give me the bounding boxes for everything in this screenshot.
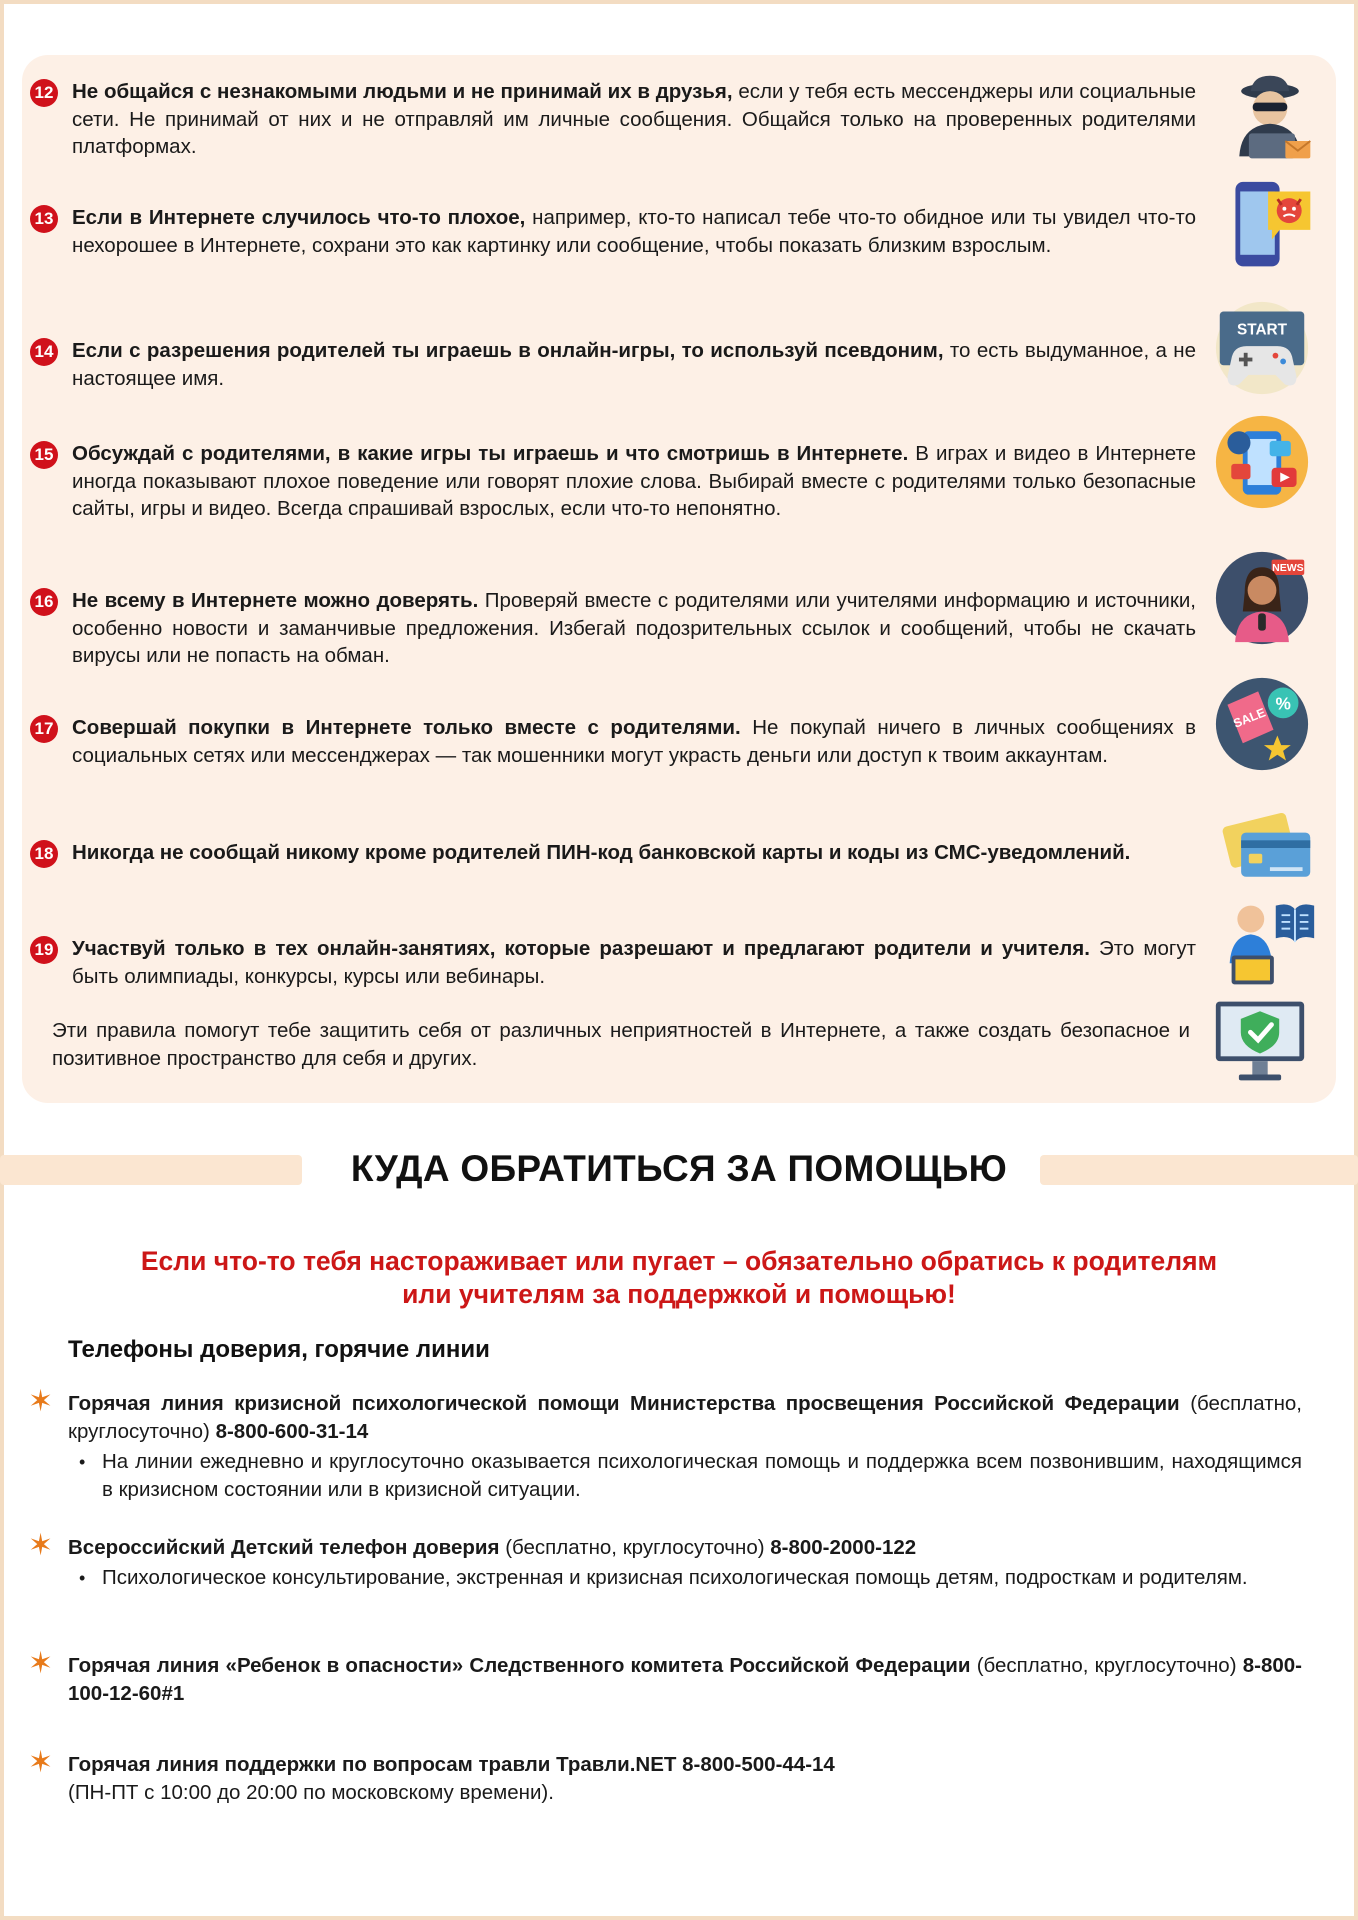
rule-bold-text: Участвуй только в тех онлайн-занятиях, которые разрешают и предлагают родители и учителя. — [72, 937, 1090, 960]
news-anchor-icon — [1214, 550, 1310, 646]
news-label: NEWS — [1272, 562, 1304, 575]
rule-text: то есть выдуманное, а не настоящее имя. — [72, 339, 1196, 390]
hotline-hours: (ПН-ПТ с 10:00 до 20:00 по московскому времени). — [68, 1781, 554, 1804]
start-label: START — [1236, 321, 1288, 339]
rule-item-19 — [34, 935, 1197, 990]
help-alert-text — [60, 1245, 1298, 1311]
hotline-note: • Психологическое консультирование, экстренная и кризисная психологическая помощь детям, подросткам и родителям. — [68, 1564, 1302, 1592]
rule-item-16 — [34, 587, 1196, 670]
hotline-phone: 8-800-100-12-60#1 — [68, 1654, 1302, 1705]
hotline-item-3 — [28, 1647, 1302, 1708]
hotline-phone: 8-800-2000-122 — [770, 1536, 917, 1559]
online-learning-icon — [1222, 896, 1318, 992]
rule-bold-text: Обсуждай с родителями, в какие игры ты играешь и что смотришь в Интернете. — [72, 442, 909, 465]
hotlines-subheading: Телефоны доверия, горячие линии — [68, 1336, 490, 1363]
star-bullet-icon: ✶ — [28, 1385, 54, 1418]
rule-item-17 — [34, 714, 1196, 769]
rule-number-badge: 17 — [30, 715, 58, 743]
hotline-hours: (бесплатно, круглосуточно) — [68, 1392, 1302, 1443]
hotline-hours: (бесплатно, круглосуточно) — [976, 1654, 1237, 1677]
rule-text: Проверяй вместе с родителями или учителями информацию и источники, особенно новости и заманчивые предложения. Избегай подозрительных ссылок и сообщений, чтобы не скачать вирусы или не попасть на обман. — [72, 589, 1196, 667]
hacker-icon — [1222, 70, 1318, 166]
rule-number-badge: 14 — [30, 338, 58, 366]
hotline-item-1 — [28, 1385, 1302, 1504]
rule-item-14 — [34, 337, 1196, 392]
sale-label: SALE — [1231, 705, 1268, 731]
game-start-icon — [1214, 300, 1310, 396]
hotline-phone: 8-800-600-31-14 — [215, 1420, 369, 1443]
alert-line-1: Если что-то тебя настораживает или пугает – обязательно обратись к родителям — [140, 1246, 1218, 1276]
rule-number-badge: 13 — [30, 205, 58, 233]
shield-monitor-icon — [1212, 992, 1308, 1088]
rule-text: например, кто-то написал тебе что-то обидное или ты увидел что-то нехорошее в Интернете, сохрани это как картинку или сообщение, чтобы показать близким взрослым. — [72, 206, 1196, 257]
bank-cards-icon — [1220, 800, 1316, 896]
rule-bold-text: Если с разрешения родителей ты играешь в онлайн-игры, то используй псевдоним, — [72, 339, 944, 362]
rule-bold-text: Совершай покупки в Интернете только вместе с родителями. — [72, 716, 741, 739]
hotline-name: Горячая линия поддержки по вопросам травли Травли.NET 8-800-500-44-14 — [68, 1753, 835, 1776]
hotline-name: Всероссийский Детский телефон доверия — [68, 1536, 500, 1559]
rule-number-badge: 15 — [30, 441, 58, 469]
percent-label: % — [1275, 693, 1291, 714]
rule-number-badge: 18 — [30, 840, 58, 868]
rule-item-15 — [34, 440, 1196, 523]
rule-bold-text: Не общайся с незнакомыми людьми и не принимай их в друзья, — [72, 80, 733, 103]
hotline-name: Горячая линия «Ребенок в опасности» Следственного комитета Российской Федерации — [68, 1654, 971, 1677]
rule-item-12 — [34, 78, 1196, 161]
rule-text: Не покупай ничего в личных сообщениях в социальных сетях или мессенджерах — так мошенники могут украсть деньги или доступ к твоим аккаунтам. — [72, 716, 1196, 767]
closing-text: Эти правила помогут тебе защитить себя от различных неприятностей в Интернете, а также создать безопасное и позитивное пространство для себя и других. — [52, 1019, 1190, 1070]
rule-item-13 — [34, 204, 1196, 259]
rule-number-badge: 19 — [30, 936, 58, 964]
alert-line-2: или учителям за поддержкой и помощью! — [402, 1279, 956, 1309]
hotline-name: Горячая линия кризисной психологической помощи Министерства просвещения Российской Федерации — [68, 1392, 1180, 1415]
rule-bold-text: Не всему в Интернете можно доверять. — [72, 589, 479, 612]
rule-number-badge: 12 — [30, 79, 58, 107]
rule-text: В играх и видео в Интернете иногда показывают плохое поведение или говорят плохие слова. Выбирай вместе с родителями только безопасные сайты, игры и видео. Всегда спрашивай взрослых, если что-то непонятно. — [72, 442, 1196, 520]
social-apps-icon — [1214, 414, 1310, 510]
rule-bold-text: Никогда не сообщай никому кроме родителей ПИН-код банковской карты и коды из СМС-уведомлений. — [72, 841, 1131, 864]
hotline-item-4 — [28, 1746, 1302, 1807]
rule-item-18 — [34, 839, 1196, 867]
phone-devil-icon — [1222, 178, 1318, 274]
rule-text: Это могут быть олимпиады, конкурсы, курсы или вебинары. — [72, 937, 1197, 988]
sale-tag-icon — [1214, 676, 1310, 772]
star-bullet-icon: ✶ — [28, 1746, 54, 1779]
help-section-title: КУДА ОБРАТИТЬСЯ ЗА ПОМОЩЬЮ — [350, 1148, 1008, 1189]
hotline-note: • На линии ежедневно и круглосуточно оказывается психологическая помощь и поддержка всем позвонившим, находящимся в кризисном состоянии или в кризисной ситуации. — [68, 1448, 1302, 1504]
rule-bold-text: Если в Интернете случилось что-то плохое, — [72, 206, 526, 229]
hotline-item-2 — [28, 1529, 1302, 1592]
star-bullet-icon: ✶ — [28, 1647, 54, 1680]
star-bullet-icon: ✶ — [28, 1529, 54, 1562]
rule-text: если у тебя есть мессенджеры или социальные сети. Не принимай от них и не отправляй им личные сообщения. Общайся только на проверенных родителями платформах. — [72, 80, 1196, 158]
hotline-hours: (бесплатно, круглосуточно) — [505, 1536, 765, 1559]
rule-number-badge: 16 — [30, 588, 58, 616]
